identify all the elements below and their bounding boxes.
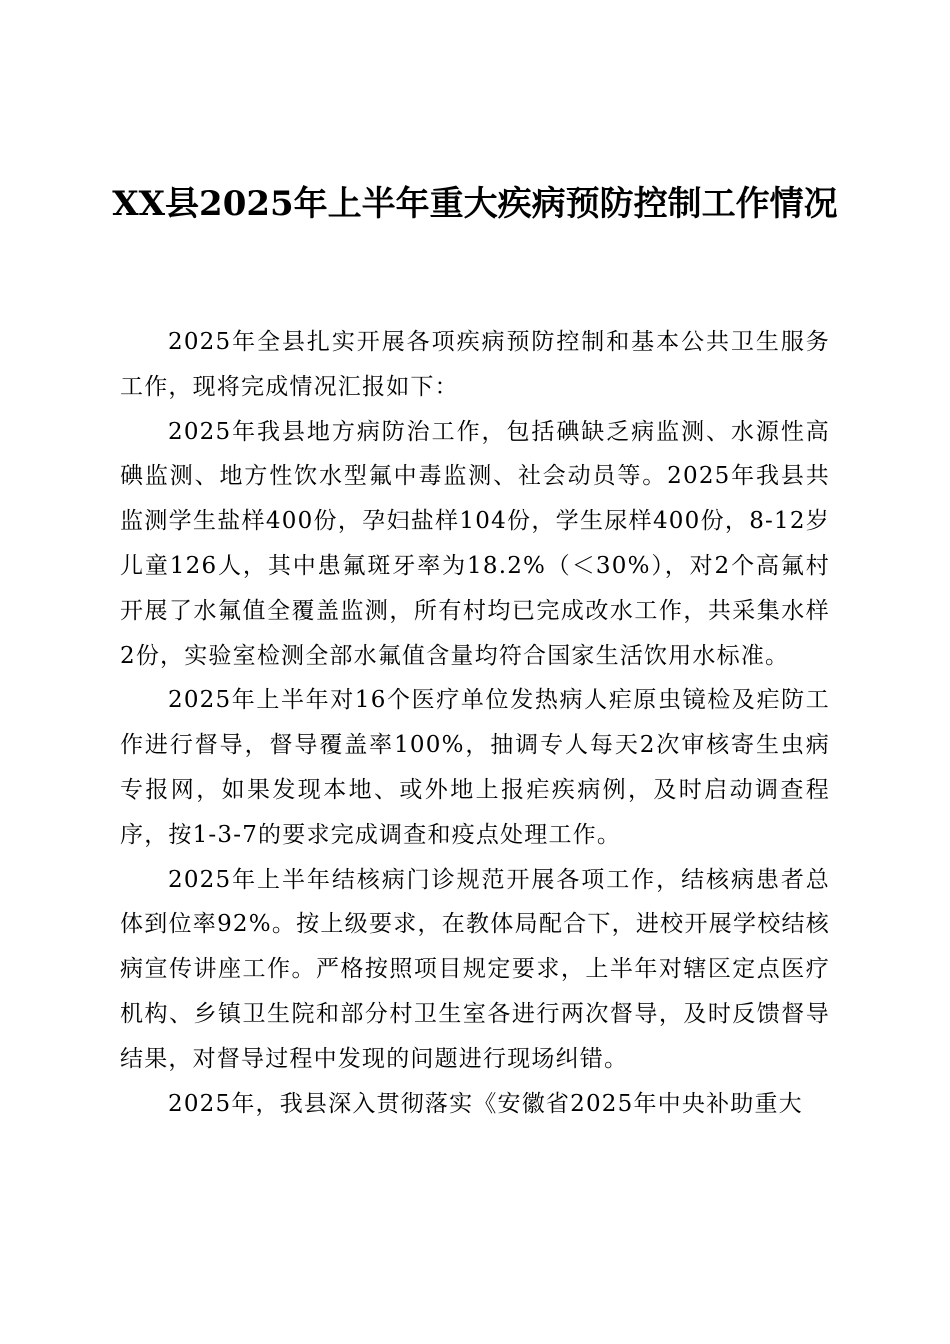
paragraph-endemic-disease: 2025年我县地方病防治工作，包括碘缺乏病监测、水源性高碘监测、地方性饮水型氟中毒监测、社会动员等。2025年我县共监测学生盐样400份，孕妇盐样104份，学生尿样400份，8-12岁儿童126人，其中患氟斑牙率为18.2%（＜30%），对2个高氟村开展了水氟值全覆盖监测，所有村均已完成改水工作，共采集水样2份，实验室检测全部水氟值含量均符合国家生活饮用水标准。 (120, 418, 830, 669)
paragraph-malaria: 2025年上半年对16个医疗单位发热病人疟原虫镜检及疟防工作进行督导，督导覆盖率100%，抽调专人每天2次审核寄生虫病专报网，如果发现本地、或外地上报疟疾病例，及时启动调查程序，按1-3-7的要求完成调查和疫点处理工作。 (120, 687, 830, 848)
paragraph-central-subsidy: 2025年，我县深入贯彻落实《安徽省2025年中央补助重大 (168, 1090, 803, 1117)
document-body (120, 320, 830, 1126)
paragraph-tuberculosis: 2025年上半年结核病门诊规范开展各项工作，结核病患者总体到位率92%。按上级要求，在教体局配合下，进校开展学校结核病宣传讲座工作。严格按照项目规定要求，上半年对辖区定点医疗机构、乡镇卫生院和部分村卫生室各进行两次督导，及时反馈督导结果，对督导过程中发现的问题进行现场纠错。 (120, 866, 830, 1072)
paragraph-intro: 2025年全县扎实开展各项疾病预防控制和基本公共卫生服务工作，现将完成情况汇报如下： (120, 329, 830, 400)
document-title: XX县2025年上半年重大疾病预防控制工作情况 (112, 184, 838, 224)
